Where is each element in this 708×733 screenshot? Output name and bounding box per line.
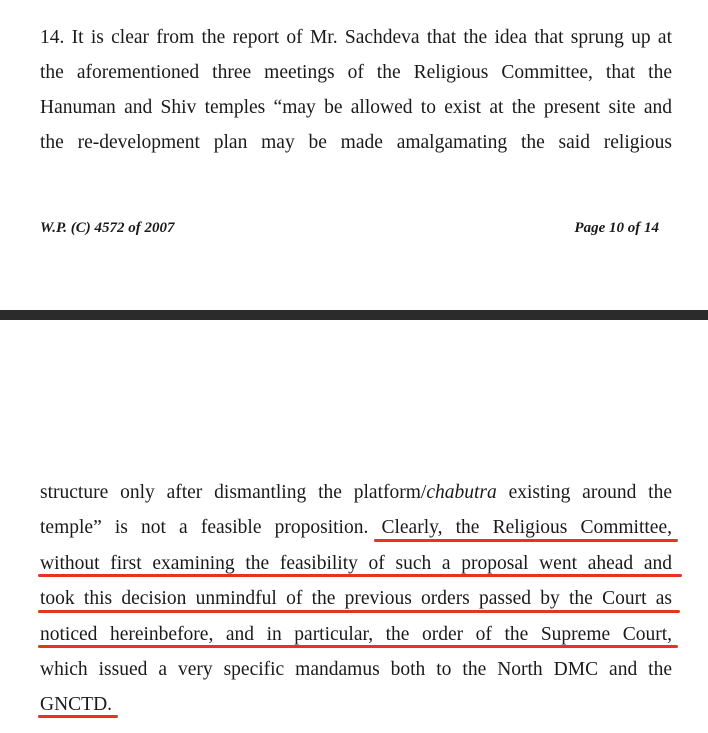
red-underline-annotation [38, 610, 680, 613]
page-number-footer: Page 10 of 14 [574, 220, 659, 236]
italic-term: chabutra [426, 482, 497, 503]
paragraph-line: 14. It is clear from the report of Mr. Sachdeva that the idea that sprung up at [40, 27, 672, 48]
line-text: existing around the [496, 482, 672, 503]
red-underline-annotation [374, 539, 678, 542]
line-text: structure only after dismantling the platform/ [40, 482, 427, 503]
line-text: temple” is not a feasible proposition. [40, 517, 382, 538]
red-underline-annotation [38, 715, 118, 718]
paragraph-line: the re-development plan may be made amalgamating the said religious [40, 132, 672, 153]
document-page-bottom [0, 320, 708, 733]
paragraph-line: which issued a very specific mandamus both to the North DMC and the [40, 659, 672, 680]
red-underline-annotation [38, 645, 678, 648]
case-number-footer: W.P. (C) 4572 of 2007 [40, 220, 175, 236]
paragraph-line: Hanuman and Shiv temples “may be allowed to exist at the present site and [40, 97, 672, 118]
paragraph-line [40, 475, 672, 510]
paragraph-line: without first examining the feasibility of such a proposal went ahead and [40, 553, 672, 574]
page-break-divider [0, 310, 708, 320]
paragraph-line: took this decision unmindful of the previous orders passed by the Court as [40, 588, 672, 609]
document-page-top [0, 0, 708, 310]
red-underline-annotation [38, 574, 682, 577]
highlighted-text: Clearly, the Religious Committee, [381, 517, 672, 538]
paragraph-line: noticed hereinbefore, and in particular, the order of the Supreme Court, [40, 624, 672, 645]
paragraph-line: GNCTD. [40, 694, 113, 715]
paragraph-line: the aforementioned three meetings of the Religious Committee, that the [40, 62, 672, 83]
